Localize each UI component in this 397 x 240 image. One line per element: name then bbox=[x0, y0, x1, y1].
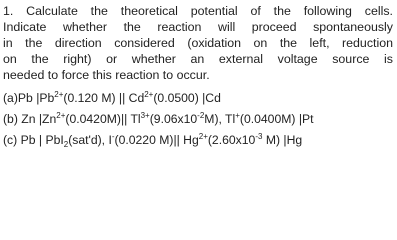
cell-c-text-1: (c) Pb | PbI bbox=[3, 133, 64, 147]
cell-a-text-1: (a)Pb |Pb bbox=[3, 91, 55, 105]
cell-c-charge-2: 2+ bbox=[198, 132, 208, 141]
cell-a-text-2: (0.120 M) || Cd bbox=[63, 91, 145, 105]
question-line-5: needed to force this reaction to occur. bbox=[3, 68, 210, 82]
question-line-3: in the direction considered (oxidation on the left, reduction bbox=[3, 36, 393, 50]
question-line-2: Indicate whether the reaction will proceed spontaneously bbox=[3, 20, 393, 34]
cell-c-exponent: -3 bbox=[255, 132, 263, 141]
cell-b-text-5: (0.0400M) |Pt bbox=[239, 112, 314, 126]
cell-c-text-3: (0.0220 M)|| Hg bbox=[114, 133, 199, 147]
cell-b-text-1: (b) Zn |Zn bbox=[3, 112, 57, 126]
cell-b bbox=[3, 112, 393, 127]
cell-b-charge-2: 3+ bbox=[140, 111, 150, 120]
cell-b-text-4: M), Tl bbox=[204, 112, 236, 126]
cell-b-text-2: (0.0420M)|| Tl bbox=[65, 112, 141, 126]
cell-a-charge-2: 2+ bbox=[144, 90, 154, 99]
cell-b-exponent: -2 bbox=[197, 111, 205, 120]
cell-c-subscript: 2 bbox=[63, 140, 69, 149]
cell-b-charge-1: 2+ bbox=[56, 111, 66, 120]
question-text bbox=[3, 3, 393, 83]
cell-c-charge-1: - bbox=[111, 132, 115, 141]
cell-list bbox=[3, 91, 393, 148]
cell-b-text-3: (9.06x10 bbox=[149, 112, 198, 126]
cell-c bbox=[3, 133, 393, 148]
cell-a bbox=[3, 91, 393, 106]
cell-b-charge-3: + bbox=[235, 111, 240, 120]
cell-a-text-3: (0.0500) |Cd bbox=[153, 91, 221, 105]
cell-c-text-5: M) |Hg bbox=[262, 133, 303, 147]
question-line-1: 1. Calculate the theoretical potential of the following cells. bbox=[3, 4, 393, 18]
question-line-4: on the right) or whether an external voltage source is bbox=[3, 52, 393, 66]
cell-a-charge-1: 2+ bbox=[54, 90, 64, 99]
cell-c-text-4: (2.60x10 bbox=[207, 133, 256, 147]
cell-c-text-2: (sat'd), I bbox=[68, 133, 112, 147]
